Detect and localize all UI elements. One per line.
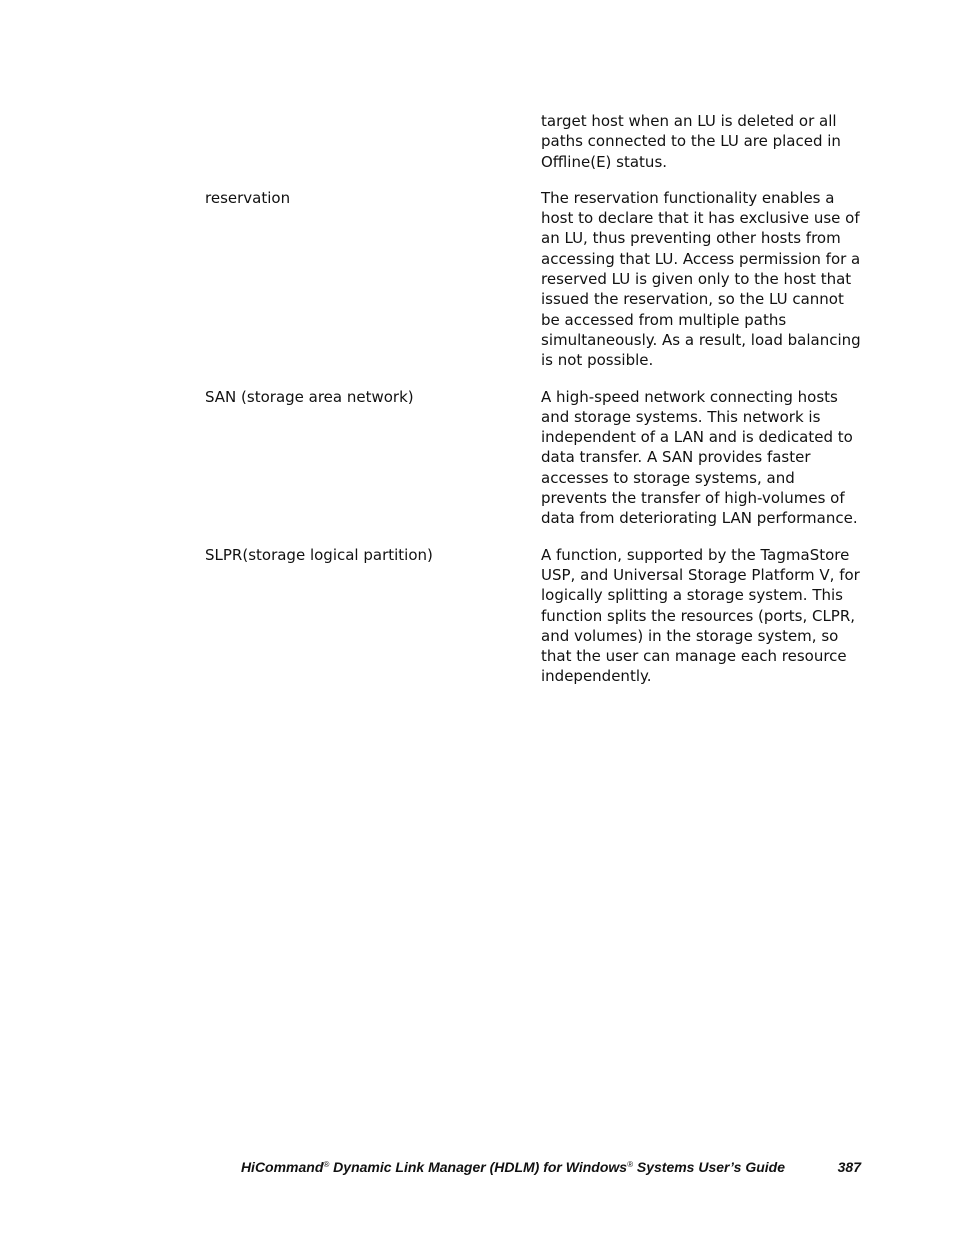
page-number: 387 [837, 1159, 861, 1175]
glossary-definition: target host when an LU is deleted or all paths connected to the LU are placed in Offline(E) status. [541, 112, 841, 171]
glossary [205, 111, 865, 703]
registered-mark: ® [323, 1160, 330, 1169]
glossary-entry-san [205, 387, 865, 529]
glossary-entry-reservation [205, 188, 865, 371]
glossary-entry-continuation [205, 111, 865, 172]
footer-title-part: Systems User’s Guide [632, 1159, 785, 1175]
glossary-definition: A function, supported by the TagmaStore USP, and Universal Storage Platform V, for logically splitting a storage system. This function splits the resources (ports, CLPR, and volumes) in the storage system, so that the user can manage each resource independently. [541, 545, 860, 686]
glossary-term-empty [205, 111, 541, 172]
glossary-term: SAN (storage area network) [205, 387, 414, 406]
glossary-entry-slpr [205, 545, 865, 687]
registered-mark: ® [627, 1160, 633, 1169]
page-footer [150, 1159, 861, 1179]
glossary-definition: The reservation functionality enables a host to declare that it has exclusive use of an LU, thus preventing other hosts from accessing that LU. Access permission for a reserved LU is given only to the host that issued the reservation, so the LU cannot be accessed from multiple paths simultaneously. As a result, load balancing is not possible. [541, 188, 861, 370]
glossary-term: SLPR(storage logical partition) [205, 545, 433, 564]
footer-title [241, 1159, 785, 1175]
glossary-term: reservation [205, 188, 291, 207]
footer-title-part: Dynamic Link Manager (HDLM) for Windows [329, 1159, 628, 1175]
glossary-definition: A high-speed network connecting hosts and storage systems. This network is independent of a LAN and is dedicated to data transfer. A SAN provides faster accesses to storage systems, and prevents the transfer of high-volumes of data from deteriorating LAN performance. [541, 387, 858, 528]
footer-title-part: HiCommand [240, 1159, 324, 1175]
